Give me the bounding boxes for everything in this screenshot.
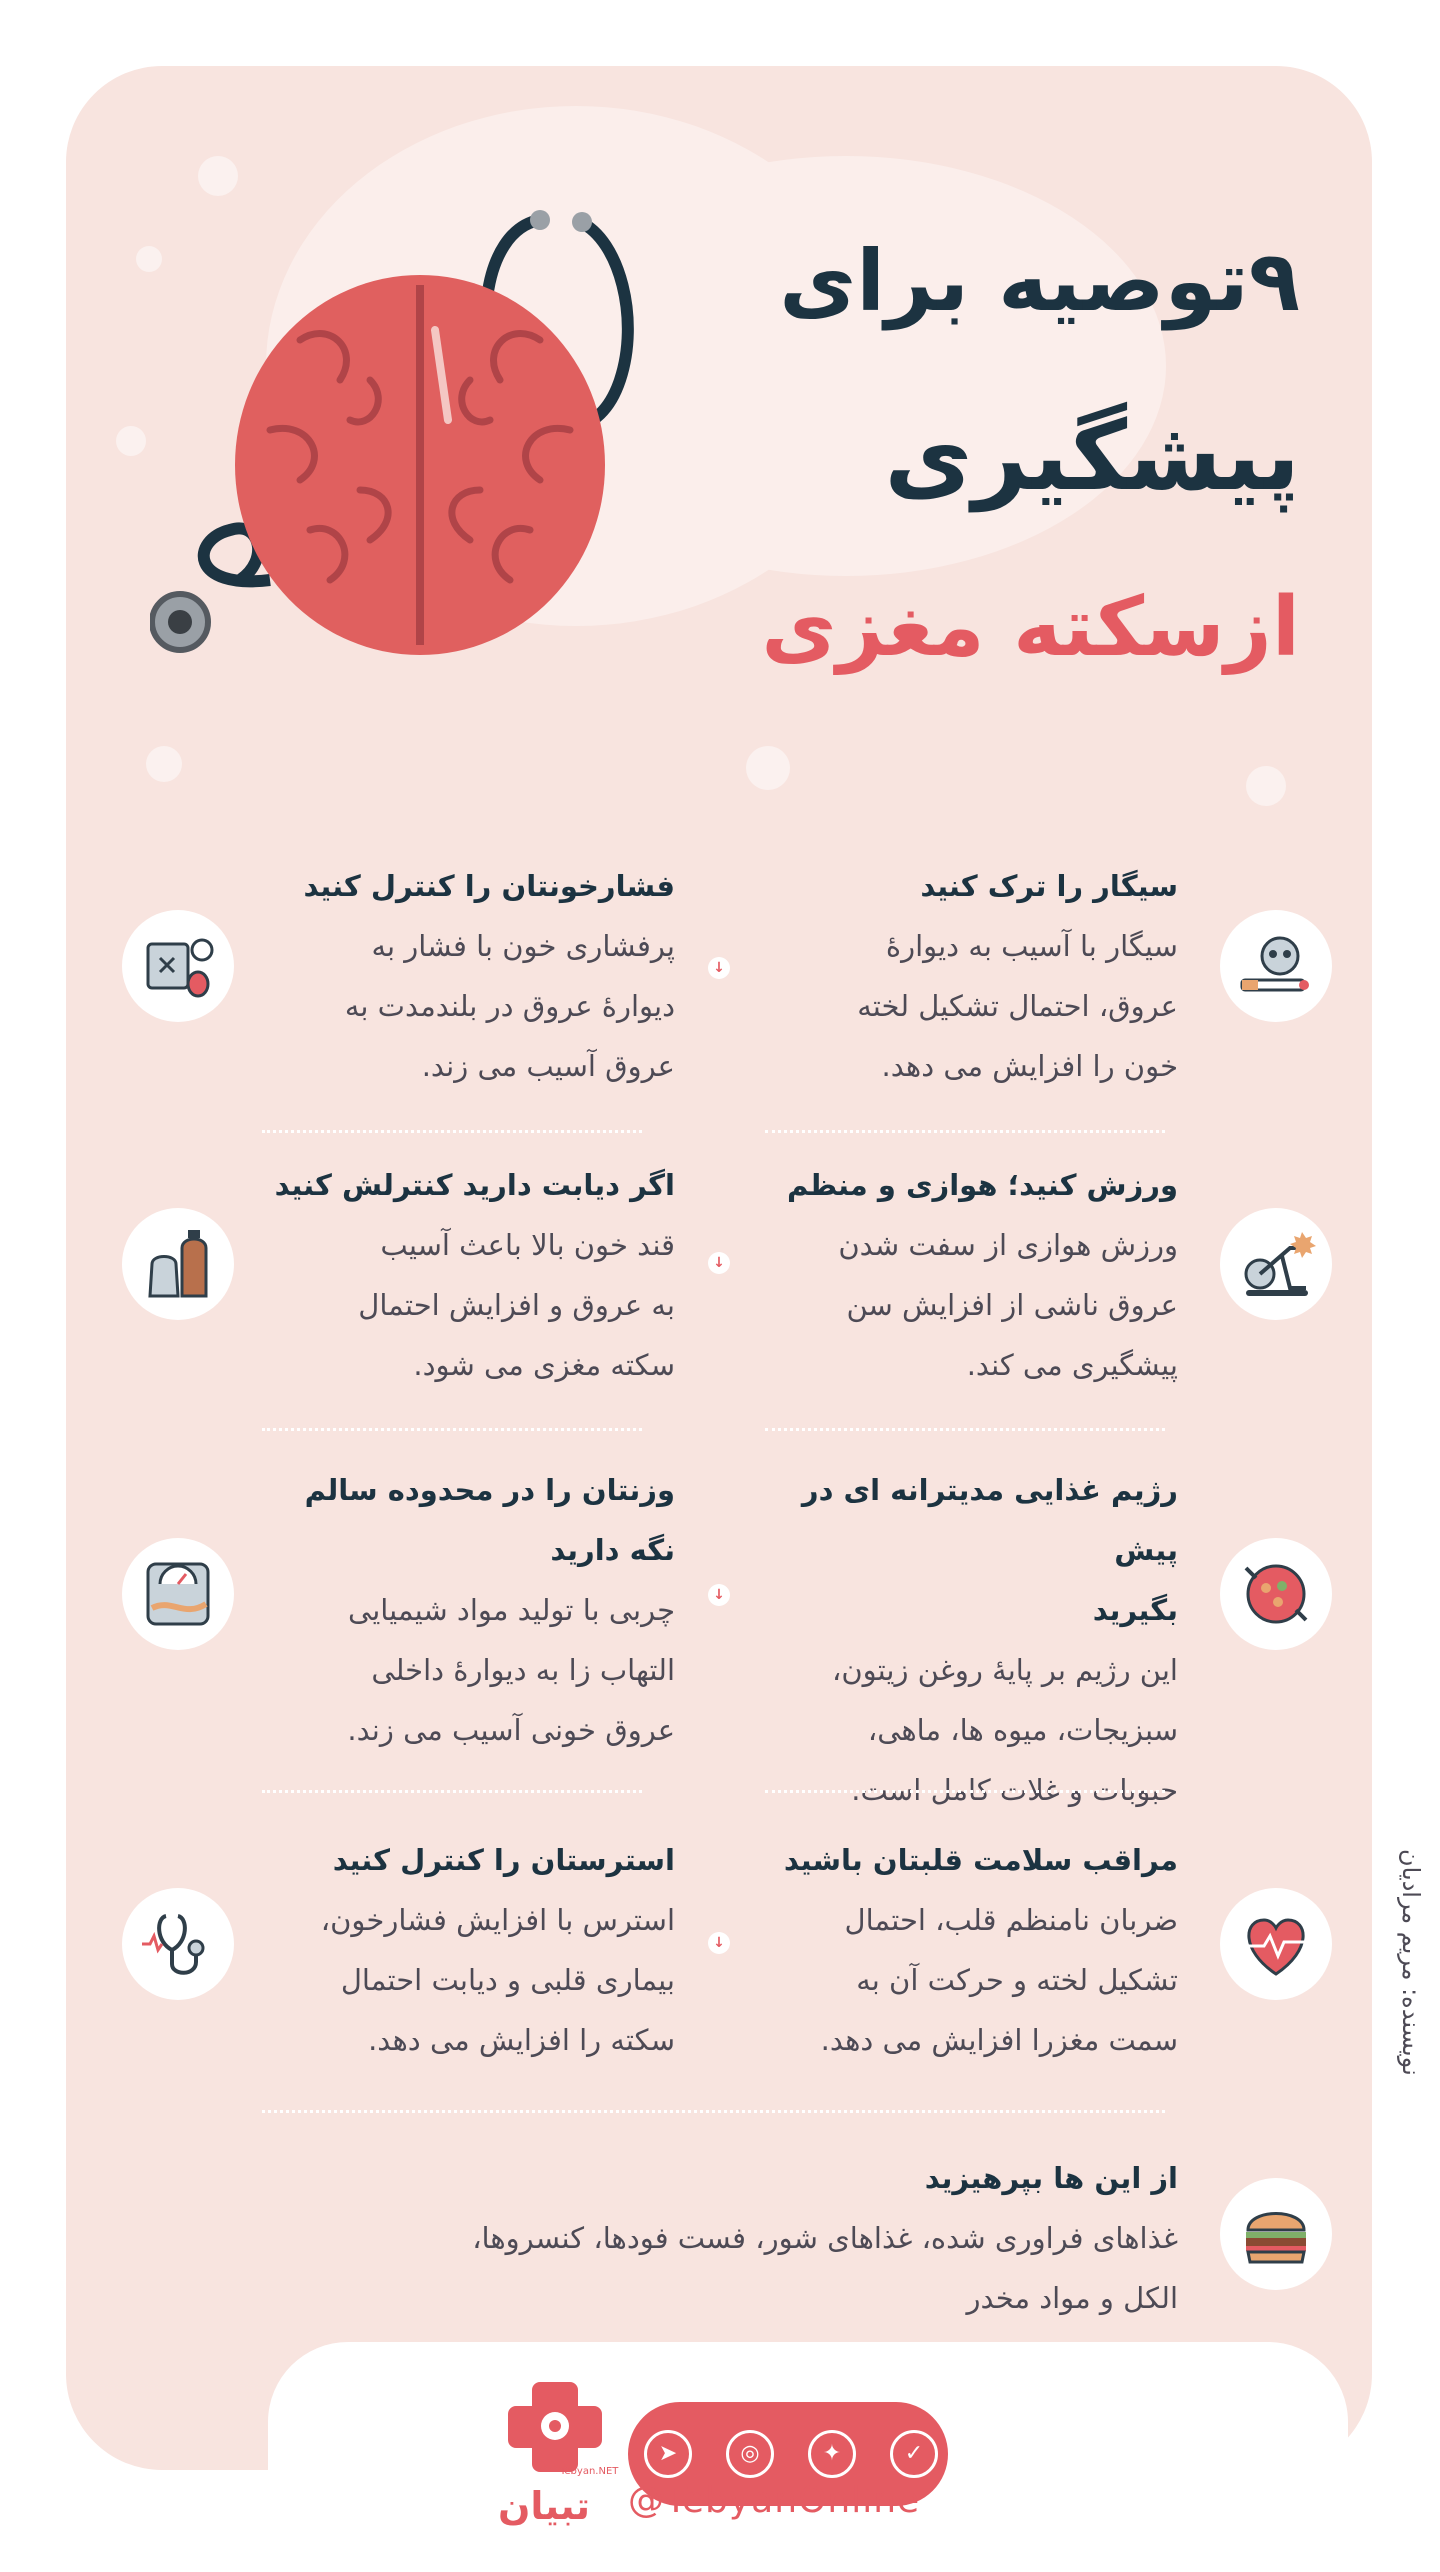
tip-title-continued: بگیرید — [1092, 1593, 1178, 1627]
tip-icon-smoking — [1220, 910, 1332, 1022]
brain-icon — [235, 275, 605, 655]
title-line-2: پیشگیری — [884, 400, 1300, 512]
brain-stethoscope-illustration — [150, 200, 720, 680]
tip-title: فشارخونتان را کنترل کنید — [303, 869, 675, 903]
tip-quit-smoking — [738, 856, 1178, 1096]
decor-dot — [198, 156, 238, 196]
tip-title: از این ها بپرهیزید — [924, 2161, 1178, 2195]
stethoscope-icon — [122, 1888, 234, 2000]
tip-icon-diabetes — [122, 1208, 234, 1320]
tip-icon-stress — [122, 1888, 234, 2000]
tip-title: ورزش کنید؛ هوازی و منظم — [786, 1168, 1178, 1202]
tip-body-line: ورزش هوازی از سفت شدن — [838, 1228, 1178, 1262]
tip-body-line: عروق خونی آسیب می زند. — [347, 1713, 675, 1747]
divider — [262, 1790, 642, 1793]
tip-body-line: سبزیجات، میوه ها، ماهی، — [867, 1713, 1178, 1747]
tip-body-line: سمت مغزرا افزایش می دهد. — [820, 2023, 1178, 2057]
decor-dot — [746, 746, 790, 790]
tip-exercise — [738, 1155, 1178, 1395]
tip-body-line: عروق، احتمال تشکیل لخته — [857, 989, 1178, 1023]
tip-body-line: عروق ناشی از افزایش سن — [846, 1288, 1178, 1322]
divider — [262, 1428, 642, 1431]
tip-body-line: حبوبات و غلات کامل است. — [851, 1773, 1178, 1807]
salt-pepper-shaker-icon — [122, 1208, 234, 1320]
tip-avoid-these — [238, 2148, 1178, 2328]
tip-icon-exercise — [1220, 1208, 1332, 1320]
tip-icon-diet — [1220, 1538, 1332, 1650]
tip-body-line: عروق آسیب می زند. — [421, 1049, 675, 1083]
tip-control-blood-pressure — [235, 856, 675, 1096]
decor-dot — [116, 426, 146, 456]
tip-title: سیگار را ترک کنید — [920, 869, 1178, 903]
tip-body-line: سیگار با آسیب به دیوارهٔ — [885, 929, 1178, 963]
divider — [765, 1790, 1165, 1793]
tip-icon-avoid — [1220, 2178, 1332, 2290]
tip-body-line: سکته را افزایش می دهد. — [368, 2023, 675, 2057]
tip-control-stress — [235, 1830, 675, 2070]
tebyan-logo-icon — [500, 2376, 610, 2476]
tip-heart-health — [738, 1830, 1178, 2070]
tip-body-line: چربی با تولید مواد شیمیایی — [348, 1593, 675, 1627]
twitter-icon[interactable]: ✦ — [808, 2430, 856, 2478]
tip-body-line: به عروق و افزایش احتمال — [358, 1288, 675, 1322]
bullet-arrow: ↓ — [708, 957, 730, 979]
tip-body-line: تشکیل لخته و حرکت آن به — [856, 1963, 1178, 1997]
tip-body-line: خون را افزایش می دهد. — [881, 1049, 1178, 1083]
bullet-arrow: ↓ — [708, 1932, 730, 1954]
verified-icon[interactable]: ✓ — [890, 2430, 938, 2478]
title-line-1: ۹توصیه برای — [779, 232, 1300, 330]
exercise-bike-icon — [1220, 1208, 1332, 1320]
telegram-icon[interactable]: ➤ — [644, 2430, 692, 2478]
tip-body-line: الکل و مواد مخدر — [966, 2281, 1178, 2315]
tip-title: مراقب سلامت قلبتان باشید — [783, 1843, 1178, 1877]
tip-body-line: سکته مغزی می شود. — [413, 1348, 675, 1382]
heart-pulse-icon — [1220, 1888, 1332, 2000]
tip-title-continued: نگه دارید — [550, 1533, 675, 1567]
tip-body-line: غذاهای فراوری شده، غذاهای شور، فست فودها، کنسروها، — [472, 2221, 1178, 2255]
divider — [765, 1428, 1165, 1431]
tip-icon-heart — [1220, 1888, 1332, 2000]
tip-body-line: بیماری قلبی و دیابت احتمال — [340, 1963, 675, 1997]
weight-scale-icon — [122, 1538, 234, 1650]
instagram-icon[interactable]: ◎ — [726, 2430, 774, 2478]
title-line-3: ازسکته مغزی — [761, 580, 1300, 675]
decor-dot — [146, 746, 182, 782]
tip-control-diabetes — [235, 1155, 675, 1395]
decor-dot — [1246, 766, 1286, 806]
tip-icon-blood-pressure — [122, 910, 234, 1022]
tip-title: اگر دیابت دارید کنترلش کنید — [274, 1168, 675, 1202]
logo-text: تبیان — [498, 2484, 590, 2528]
social-handle[interactable]: @TebyanOnline — [628, 2480, 921, 2521]
logo-small-text: Tebyan.NET — [560, 2466, 619, 2477]
author-credit: نویسنده: مریم مرادیان — [1397, 1848, 1425, 2076]
divider — [262, 2110, 1165, 2113]
tip-title: استرستان را کنترل کنید — [332, 1843, 675, 1877]
tip-body-line: استرس با افزایش فشارخون، — [320, 1903, 675, 1937]
divider — [765, 1130, 1165, 1133]
tip-mediterranean-diet — [738, 1460, 1178, 1820]
tip-body-line: دیوارهٔ عروق در بلندمدت به — [344, 989, 675, 1023]
tip-healthy-weight — [235, 1460, 675, 1760]
tip-icon-weight — [122, 1538, 234, 1650]
blood-pressure-monitor-icon — [122, 910, 234, 1022]
tip-body-line: قند خون بالا باعث آسیب — [380, 1228, 675, 1262]
burger-icon — [1220, 2178, 1332, 2290]
tip-title: وزنتان را در محدوده سالم — [304, 1473, 675, 1507]
tip-body-line: این رژیم بر پایهٔ روغن زیتون، — [832, 1653, 1178, 1687]
bullet-arrow: ↓ — [708, 1252, 730, 1274]
bullet-arrow: ↓ — [708, 1584, 730, 1606]
tip-body-line: التهاب زا به دیوارهٔ داخلی — [371, 1653, 675, 1687]
tip-title: رژیم غذایی مدیترانه ای در پیش — [801, 1473, 1178, 1567]
divider — [262, 1130, 642, 1133]
mediterranean-dish-icon — [1220, 1538, 1332, 1650]
tip-body-line: پرفشاری خون با فشار به — [371, 929, 675, 963]
skull-cigarette-icon — [1220, 910, 1332, 1022]
tip-body-line: ضربان نامنظم قلب، احتمال — [844, 1903, 1178, 1937]
tip-body-line: پیشگیری می کند. — [966, 1348, 1178, 1382]
